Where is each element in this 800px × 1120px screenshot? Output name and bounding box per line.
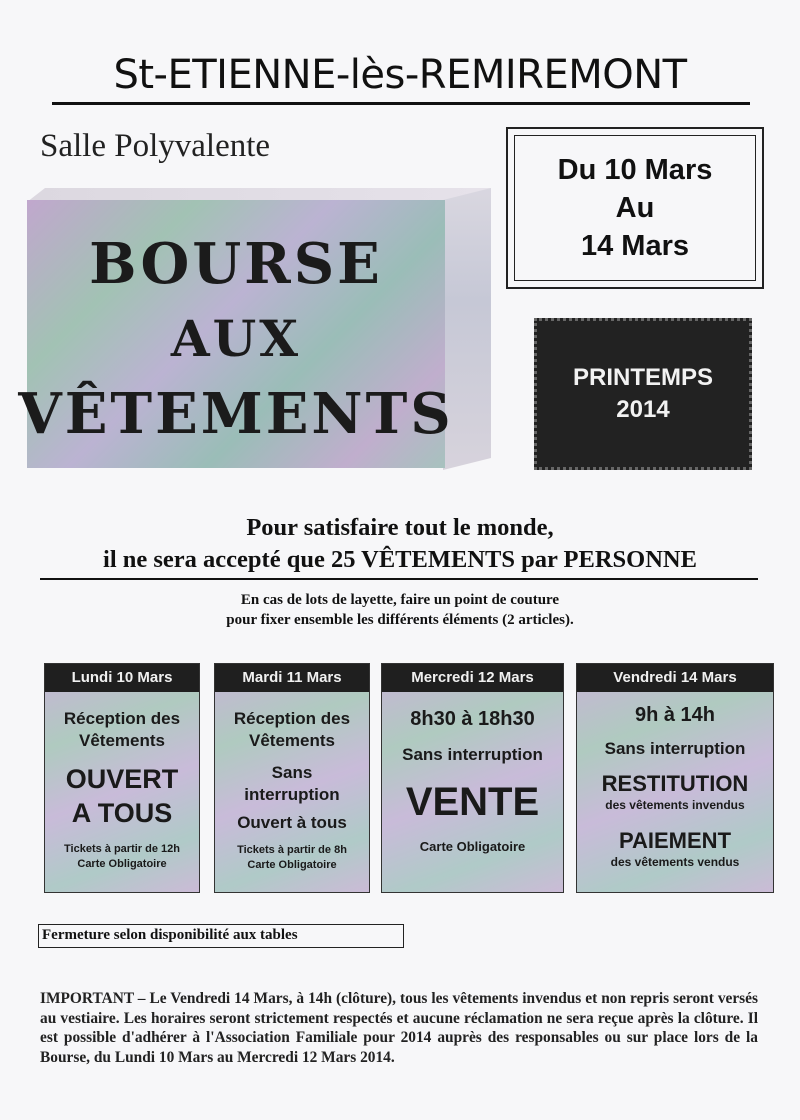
title-word-bourse: BOURSE (89, 231, 383, 297)
layette-note (0, 590, 800, 630)
day-card-hours: 9h à 14h (634, 704, 716, 726)
notice-underline (40, 578, 758, 580)
layette-note-line1: En cas de lots de layette, faire un point de couture (240, 592, 560, 608)
layette-note-line2: pour fixer ensemble les différents éléments (2 articles). (226, 612, 574, 628)
day-card-text: Vêtements (79, 731, 165, 750)
day-card-mardi (214, 663, 370, 893)
day-card-small-text: Tickets à partir de 8h (237, 844, 347, 856)
date-start: Du 10 Mars (557, 154, 713, 186)
day-card-highlight: OUVERT (65, 764, 179, 794)
day-card-title: Mardi 11 Mars (215, 664, 369, 692)
date-end: 14 Mars (580, 230, 689, 262)
day-card-small-text: Tickets à partir de 12h (64, 843, 180, 855)
day-card-text: Ouvert à tous (237, 813, 347, 832)
title-word-aux: AUX (170, 309, 302, 368)
day-card-small-text: Carte Obligatoire (419, 839, 526, 854)
title-word-vetements: VÊTEMENTS (18, 381, 454, 447)
day-card-text: Sans (271, 763, 313, 782)
day-card-small-text: des vêtements vendus (610, 855, 740, 869)
season-year: 2014 (616, 396, 670, 423)
day-card-title: Vendredi 14 Mars (577, 664, 773, 692)
day-card-small-text: des vêtements invendus (605, 798, 745, 812)
day-card-small-text: Carte Obligatoire (247, 859, 337, 871)
dates-box (506, 127, 764, 289)
day-card-text: Réception des (63, 709, 181, 728)
date-connector: Au (615, 192, 655, 224)
day-card-lundi (44, 663, 200, 893)
title-underline (52, 102, 750, 105)
day-card-highlight: RESTITUTION (601, 771, 749, 796)
day-card-text: Sans interruption (604, 739, 746, 758)
limit-notice-line1: Pour satisfaire tout le monde, (246, 514, 554, 541)
title-block (18, 200, 454, 468)
day-card-small-text: Carte Obligatoire (77, 858, 167, 870)
day-card-highlight: A TOUS (71, 798, 173, 828)
closing-note: Fermeture selon disponibilité aux tables (38, 924, 404, 948)
season-name: PRINTEMPS (572, 364, 713, 391)
day-card-hours: 8h30 à 18h30 (410, 708, 535, 730)
day-card-text: interruption (244, 785, 340, 804)
town-title: St-ETIENNE-lès-REMIREMONT (113, 52, 687, 98)
day-card-highlight: VENTE (405, 780, 540, 824)
day-card-mercredi (381, 663, 564, 893)
day-card-highlight: PAIEMENT (618, 828, 732, 853)
day-card-title: Lundi 10 Mars (45, 664, 199, 692)
limit-notice (0, 512, 800, 576)
limit-notice-line2: il ne sera accepté que 25 VÊTEMENTS par PERSONNE (103, 546, 697, 573)
day-card-title: Mercredi 12 Mars (382, 664, 563, 692)
season-box (534, 318, 752, 470)
day-card-text: Vêtements (249, 731, 335, 750)
dates-inner-frame (514, 135, 756, 281)
day-card-text: Sans interruption (402, 745, 543, 764)
venue-name: Salle Polyvalente (40, 128, 271, 164)
important-paragraph: IMPORTANT – Le Vendredi 14 Mars, à 14h (clôture), tous les vêtements invendus et non repris seront versés au vestiaire. Les horaires seront strictement respectés et aucune réclamation ne sera reçue après la clôture. Il est possible d'adhérer à l'Association Familiale pour 2014 auprès des responsables ou sur place lors de la Bourse, du Lundi 10 Mars au Mercredi 12 Mars 2014. (40, 990, 758, 1066)
day-card-vendredi (576, 663, 774, 893)
day-card-text: Réception des (233, 709, 351, 728)
